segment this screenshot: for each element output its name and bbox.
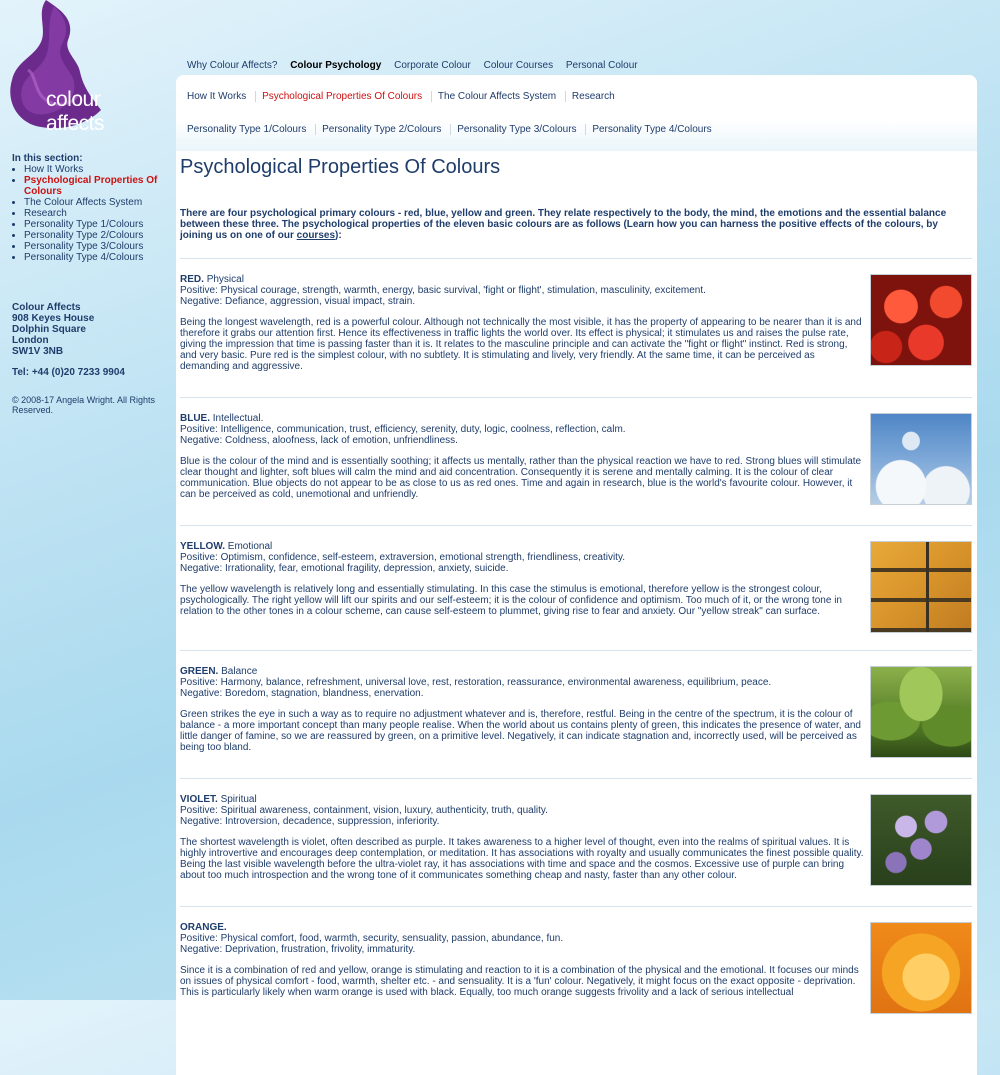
sidebar-link[interactable]: The Colour Affects System <box>24 197 143 208</box>
colour-negative: Negative: Deprivation, frustration, frivolity, immaturity. <box>180 944 416 955</box>
sidebar-item-psychological-properties <box>24 175 167 197</box>
divider <box>180 397 972 398</box>
sidebar-item-personality-1 <box>24 219 167 230</box>
subnav-row-2 <box>187 124 718 135</box>
address-line: Dolphin Square <box>12 324 86 335</box>
page-title: Psychological Properties Of Colours <box>180 156 501 178</box>
colour-name: ORANGE. <box>180 922 227 933</box>
subnav-psychological-properties[interactable]: Psychological Properties Of Colours <box>255 91 428 102</box>
sidebar-link[interactable]: Personality Type 1/Colours <box>24 219 144 230</box>
colour-positive: Positive: Optimism, confidence, self-esteem, extraversion, emotional strength, friendliness, creativity. <box>180 552 625 563</box>
sidebar-link[interactable]: Personality Type 2/Colours <box>24 230 144 241</box>
colour-text <box>180 922 866 998</box>
colour-negative: Negative: Introversion, decadence, suppression, inferiority. <box>180 816 440 827</box>
colour-name: RED. <box>180 274 204 285</box>
top-navigation <box>187 60 648 71</box>
colour-description: The shortest wavelength is violet, often described as purple. It takes awareness to a higher level of thought, even into the realms of spiritual values. It is highly introvertive and encourages deep contemplation, or meditation. It has associations with royalty and usually communicates the finest possible quality. Being the last visible wavelength before the ultra-violet ray, it has associations with time and space and the cosmos. Excessive use of purple can bring about too much introspection and the wrong tone of it communicates something cheap and nasty, faster than any other colour. <box>180 837 864 881</box>
address-line: London <box>12 335 49 346</box>
nav-why-colour-affects[interactable]: Why Colour Affects? <box>187 60 278 71</box>
subnav-personality-4[interactable]: Personality Type 4/Colours <box>585 124 717 135</box>
subnav-personality-1[interactable]: Personality Type 1/Colours <box>187 124 307 135</box>
sidebar-link[interactable]: Personality Type 4/Colours <box>24 252 144 263</box>
colour-category: Physical <box>206 274 244 285</box>
colour-name: YELLOW. <box>180 541 225 552</box>
colour-name: GREEN. <box>180 666 219 677</box>
divider <box>180 650 972 651</box>
main-panel <box>176 75 977 1075</box>
colour-text <box>180 666 866 753</box>
subnav-personality-3[interactable]: Personality Type 3/Colours <box>450 124 582 135</box>
nav-colour-courses[interactable]: Colour Courses <box>483 60 554 71</box>
nav-personal-colour[interactable]: Personal Colour <box>565 60 638 71</box>
subnav-colour-affects-system[interactable]: The Colour Affects System <box>431 91 562 102</box>
colour-negative: Negative: Irrationality, fear, emotional fragility, depression, anxiety, suicide. <box>180 563 509 574</box>
sidebar-link[interactable]: Research <box>24 208 67 219</box>
colour-affects-logo[interactable] <box>6 0 156 135</box>
colour-entry-yellow <box>180 541 976 617</box>
sidebar-item-colour-affects-system <box>24 197 167 208</box>
colour-positive: Positive: Physical comfort, food, warmth, security, sensuality, passion, abundance, fun. <box>180 933 564 944</box>
sidebar-list <box>12 164 167 263</box>
colour-description: Blue is the colour of the mind and is essentially soothing; it affects us mentally, rather than the physical reaction we have to red. Strong blues will stimulate clear thought and lighter, soft blues will calm the mind and aid concentration. Consequently it is serene and mentally calming. It is the colour of clear communication. Blue objects do not appear to be as close to us as red ones. Time and again in research, blue is the world's favourite colour. However, it can be perceived as cold, unemotional and unfriendly. <box>180 456 862 500</box>
sidebar-item-personality-2 <box>24 230 167 241</box>
logo-word-affects: affects <box>46 112 104 135</box>
colour-negative: Negative: Defiance, aggression, visual impact, strain. <box>180 296 416 307</box>
divider <box>180 778 972 779</box>
colour-entry-red <box>180 274 976 372</box>
colour-description: Being the longest wavelength, red is a powerful colour. Although not technically the most visible, it has the property of appearing to be nearer than it is and therefore it grabs our attention first. Hence its effectiveness in traffic lights the world over. Its effect is physical; it stimulates us and raises the pulse rate, giving the impression that time is passing faster than it is. It relates to the masculine principle and can activate the "fight or flight" instinct. Red is strong, and very basic. Pure red is the simplest colour, with no subtlety. It is stimulating and lively, very friendly. At the same time, it can be perceived as demanding and aggressive. <box>180 317 862 372</box>
intro-text-end: ): <box>335 230 342 241</box>
colour-category: Spiritual <box>220 794 257 805</box>
sidebar-item-how-it-works <box>24 164 167 175</box>
subnav-row-1 <box>187 91 621 102</box>
divider <box>180 525 972 526</box>
colour-description: The yellow wavelength is relatively long and essentially stimulating. In this case the stimulus is emotional, therefore yellow is the strongest colour, psychologically. The right yellow will lift our spirits and our self-esteem; it is the colour of confidence and optimism. Too much of it, or the wrong tone in relation to the other tones in a colour scheme, can cause self-esteem to plummet, giving rise to fear and anxiety. Our "yellow streak" can surface. <box>180 584 842 617</box>
subnav-personality-2[interactable]: Personality Type 2/Colours <box>315 124 447 135</box>
colour-negative: Negative: Boredom, stagnation, blandness, enervation. <box>180 688 424 699</box>
sidebar-item-research <box>24 208 167 219</box>
sidebar-link[interactable]: Psychological Properties Of Colours <box>24 175 158 197</box>
colour-name: BLUE. <box>180 413 210 424</box>
address-line: SW1V 3NB <box>12 346 64 357</box>
colour-name: VIOLET. <box>180 794 218 805</box>
sidebar-title: In this section: <box>12 153 83 164</box>
sidebar-link[interactable]: Personality Type 3/Colours <box>24 241 144 252</box>
sub-navigation <box>176 75 977 151</box>
sidebar-link[interactable]: How It Works <box>24 164 84 175</box>
blue-sky-photo <box>870 413 972 505</box>
violet-flowers-photo <box>870 794 972 886</box>
colour-text <box>180 794 866 881</box>
colour-positive: Positive: Harmony, balance, refreshment, universal love, rest, restoration, reassurance, environmental awareness, equilibrium, peace. <box>180 677 772 688</box>
subnav-research[interactable]: Research <box>565 91 621 102</box>
colour-entry-green <box>180 666 976 753</box>
telephone: Tel: +44 (0)20 7233 9904 <box>12 367 125 378</box>
intro-text: There are four psychological primary colours - red, blue, yellow and green. They relate respectively to the body, the mind, the emotions and the essential balance between these three. The psychological properties of the eleven basic colours are as follows (Learn how you can harness the positive effects of the colours, by joining us on one of our <box>180 208 947 241</box>
divider <box>180 258 972 259</box>
orange-fruit-photo <box>870 922 972 1014</box>
colour-description: Green strikes the eye in such a way as to require no adjustment whatever and is, therefore, restful. Being in the centre of the spectrum, it is the colour of balance - a more important concept than many people realise. When the world about us contains plenty of green, this indicates the presence of water, and little danger of famine, so we are reassured by green, on a primitive level. Negatively, it can indicate stagnation and, incorrectly used, will be perceived as being too bland. <box>180 709 861 753</box>
green-willow-photo <box>870 666 972 758</box>
colour-positive: Positive: Intelligence, communication, trust, efficiency, serenity, duty, logic, coolness, reflection, calm. <box>180 424 626 435</box>
colour-text <box>180 413 866 500</box>
colour-positive: Positive: Spiritual awareness, containment, vision, luxury, authenticity, truth, quality. <box>180 805 548 816</box>
sidebar-item-personality-3 <box>24 241 167 252</box>
nav-colour-psychology[interactable]: Colour Psychology <box>290 60 382 71</box>
red-lanterns-photo <box>870 274 972 366</box>
company-address <box>12 302 167 357</box>
colour-text <box>180 274 866 372</box>
colour-entry-orange <box>180 922 976 998</box>
intro-paragraph <box>180 208 970 241</box>
section-sidebar <box>12 153 167 263</box>
colour-text <box>180 541 866 617</box>
copyright: © 2008-17 Angela Wright. All Rights Reserved. <box>12 395 156 415</box>
divider <box>180 906 972 907</box>
colour-negative: Negative: Coldness, aloofness, lack of emotion, unfriendliness. <box>180 435 458 446</box>
colour-category: Intellectual. <box>212 413 264 424</box>
nav-corporate-colour[interactable]: Corporate Colour <box>394 60 471 71</box>
colour-description: Since it is a combination of red and yellow, orange is stimulating and reaction to it is a combination of the physical and the emotional. It focuses our minds on issues of physical comfort - food, warmth, shelter etc. - and sensuality. It is a 'fun' colour. Negatively, it might focus on the exact opposite - deprivation. This is particularly likely when warm orange is used with black. Equally, too much orange suggests frivolity and a lack of serious intellectual <box>180 965 859 998</box>
sidebar-item-personality-4 <box>24 252 167 263</box>
colour-positive: Positive: Physical courage, strength, warmth, energy, basic survival, 'fight or flight', stimulation, masculinity, excitement. <box>180 285 706 296</box>
colour-category: Balance <box>221 666 258 677</box>
address-line: Colour Affects <box>12 302 81 313</box>
logo-text <box>46 88 156 136</box>
logo-word-colour: colour <box>46 88 101 111</box>
colour-entry-violet <box>180 794 976 881</box>
courses-link[interactable]: courses <box>296 230 336 241</box>
address-line: 908 Keyes House <box>12 313 95 324</box>
subnav-how-it-works[interactable]: How It Works <box>187 91 247 102</box>
colour-category: Emotional <box>227 541 273 552</box>
colour-entry-blue <box>180 413 976 500</box>
yellow-building-photo <box>870 541 972 633</box>
